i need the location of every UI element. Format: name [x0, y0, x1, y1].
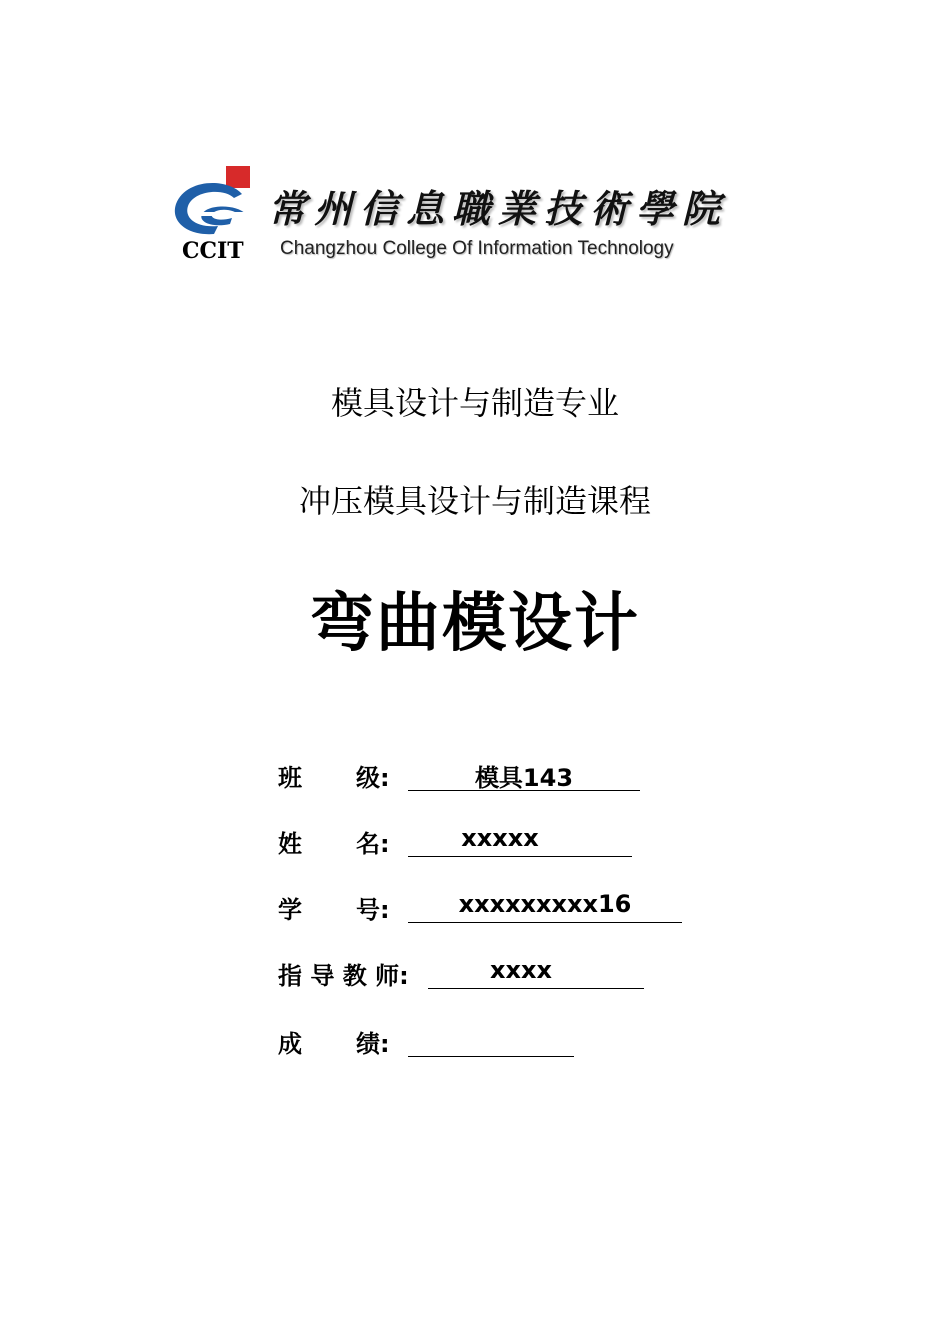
- logo-chinese-name: 常州信息職業技術學院: [268, 186, 729, 231]
- logo-abbreviation: CCIT: [182, 238, 244, 264]
- advisor-label: 指 导 教 师:: [278, 962, 409, 990]
- name-value-line: [408, 824, 632, 857]
- advisor-field: [278, 956, 648, 990]
- class-value-line: [408, 758, 640, 791]
- grade-label-2: 绩:: [356, 1030, 390, 1058]
- grade-value-line: [408, 1024, 574, 1057]
- student-id-value: xxxxxxxxx16: [458, 890, 632, 918]
- advisor-value-line: [428, 956, 644, 989]
- name-field: [278, 824, 648, 858]
- document-title: 弯曲模设计: [310, 586, 640, 661]
- course-heading: 冲压模具设计与制造课程: [298, 482, 651, 520]
- grade-field: [278, 1024, 648, 1058]
- name-label-1: 姓: [278, 830, 302, 858]
- grade-label-1: 成: [278, 1030, 302, 1058]
- class-value: 模具143: [474, 764, 574, 792]
- advisor-value: xxxx: [490, 956, 552, 984]
- name-label-2: 名:: [356, 830, 390, 858]
- college-logo: [168, 164, 768, 268]
- student-id-label-2: 号:: [356, 896, 390, 924]
- major-heading: 模具设计与制造专业: [330, 384, 619, 422]
- name-value: xxxxx: [461, 824, 539, 852]
- class-field: [278, 758, 648, 792]
- student-id-label-1: 学: [278, 896, 302, 924]
- class-label-1: 班: [278, 764, 302, 792]
- student-id-value-line: [408, 890, 682, 923]
- student-id-field: [278, 890, 688, 924]
- logo-english-name: Changzhou College Of Information Technology: [280, 238, 674, 259]
- class-label-2: 级:: [356, 764, 390, 792]
